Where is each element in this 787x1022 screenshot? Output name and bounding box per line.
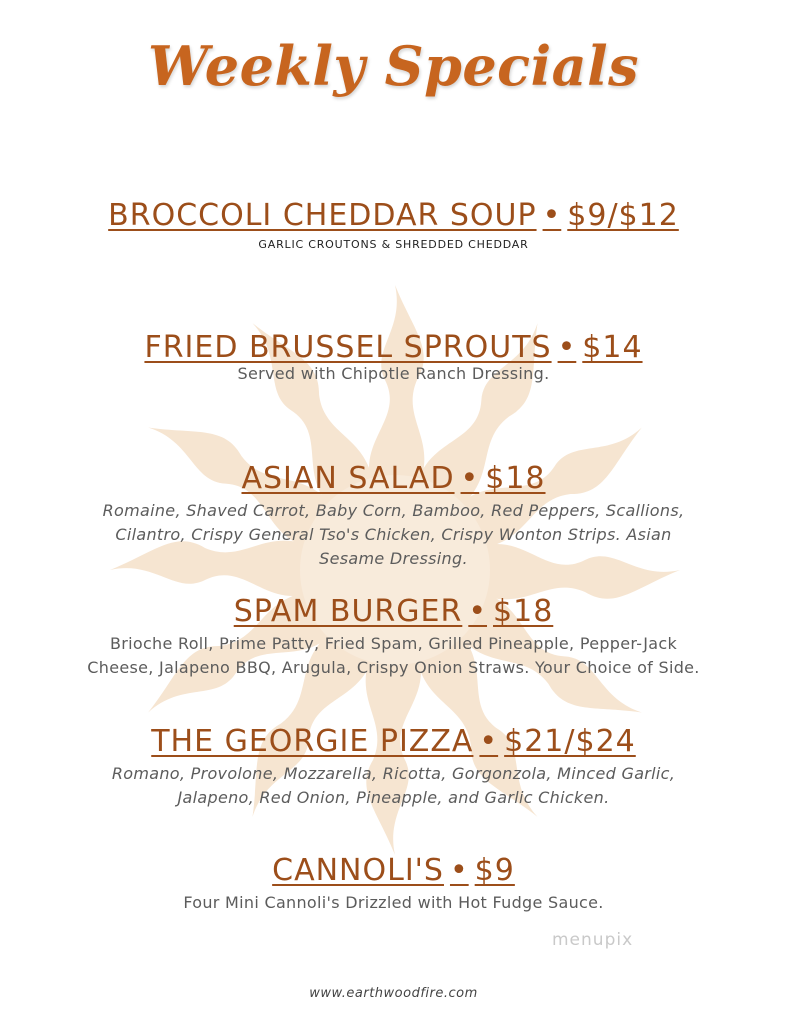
item-name: FRIED BRUSSEL SPROUTS bbox=[144, 330, 552, 365]
item-name: BROCCOLI CHEDDAR SOUP bbox=[108, 198, 537, 233]
item-price: $9 bbox=[474, 853, 515, 888]
item-price: $9/$12 bbox=[567, 198, 679, 233]
sun-ray bbox=[369, 285, 424, 490]
item-name: ASIAN SALAD bbox=[241, 461, 455, 496]
menu-item-georgie-pizza bbox=[0, 724, 787, 810]
menu-item-cannolis bbox=[0, 853, 787, 915]
menu-item-brussel-sprouts bbox=[0, 330, 787, 386]
item-heading bbox=[234, 594, 554, 630]
item-name: CANNOLI'S bbox=[272, 853, 444, 888]
item-heading bbox=[144, 330, 642, 366]
item-name: THE GEORGIE PIZZA bbox=[151, 724, 474, 759]
menu-item-asian-salad bbox=[0, 461, 787, 571]
item-description: GARLIC CROUTONS & SHREDDED CHEDDAR bbox=[258, 238, 529, 251]
item-name: SPAM BURGER bbox=[233, 594, 463, 629]
item-price: $14 bbox=[582, 330, 643, 365]
item-description: Brioche Roll, Prime Patty, Fried Spam, Grilled Pineapple, Pepper-Jack Cheese, Jalapeno BBQ, Arugula, Crispy Onion Straws. Your Choice of Side. bbox=[87, 634, 700, 677]
item-description: Romaine, Shaved Carrot, Baby Corn, Bamboo, Red Peppers, Scallions, Cilantro, Crispy General Tso's Chicken, Crispy Wonton Strips. Asian Sesame Dressing. bbox=[102, 501, 685, 568]
menu-item-broccoli-soup bbox=[0, 198, 787, 251]
item-heading bbox=[241, 461, 545, 497]
item-separator: • bbox=[449, 853, 469, 888]
item-heading bbox=[151, 724, 636, 760]
item-separator: • bbox=[479, 724, 499, 759]
menu-item-spam-burger bbox=[0, 594, 787, 680]
item-description: Served with Chipotle Ranch Dressing. bbox=[237, 364, 550, 383]
item-separator: • bbox=[542, 198, 562, 233]
item-price: $18 bbox=[485, 461, 546, 496]
item-heading bbox=[108, 198, 679, 234]
item-price: $18 bbox=[493, 594, 554, 629]
watermark: menupix bbox=[552, 930, 634, 950]
item-price: $21/$24 bbox=[504, 724, 636, 759]
item-separator: • bbox=[557, 330, 577, 365]
item-separator: • bbox=[468, 594, 488, 629]
item-separator: • bbox=[460, 461, 480, 496]
page-title: Weekly Specials bbox=[148, 34, 639, 98]
website-url: www.earthwoodfire.com bbox=[309, 986, 478, 1001]
item-heading bbox=[272, 853, 515, 889]
item-description: Romano, Provolone, Mozzarella, Ricotta, Gorgonzola, Minced Garlic, Jalapeno, Red Onion, Pineapple, and Garlic Chicken. bbox=[111, 764, 676, 807]
item-description: Four Mini Cannoli's Drizzled with Hot Fudge Sauce. bbox=[183, 893, 604, 912]
